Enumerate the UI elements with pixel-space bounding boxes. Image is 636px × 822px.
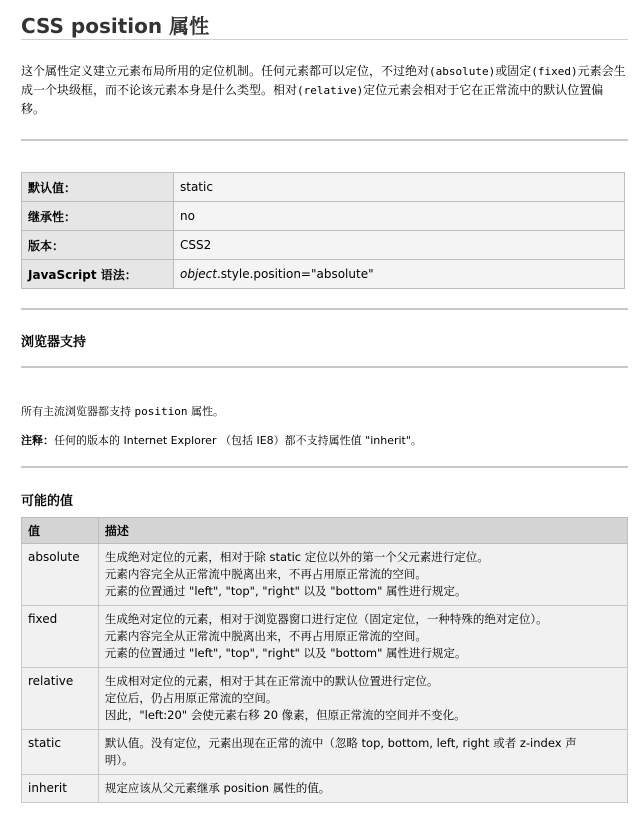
attr-key: JavaScript 语法： <box>22 260 174 289</box>
description-line: 因此，"left:20" 会使元素右移 20 像素，但原正常流的空间并不变化。 <box>104 708 466 722</box>
table-row <box>22 202 625 231</box>
description-line: 定位后，仍占用原正常流的空间。 <box>104 691 278 705</box>
table-row <box>22 668 628 730</box>
page-title: CSS position 属性 <box>21 14 210 38</box>
description-line: 默认值。没有定位，元素出现在正常的流中（忽略 top, bottom, left, right 或者 z-index 声 <box>104 736 577 750</box>
description-line: 生成相对定位的元素，相对于其在正常流中的默认位置进行定位。 <box>104 674 439 688</box>
support-paragraph <box>21 403 224 419</box>
intro-text: 成一个块级框，而不论该元素本身是什么类型。相对 <box>21 83 298 97</box>
value-name: absolute <box>22 544 99 606</box>
attr-key: 版本： <box>22 231 174 260</box>
description-line: 明）。 <box>104 753 134 767</box>
intro-code-relative: (relative) <box>297 84 364 97</box>
value-name: static <box>22 730 99 775</box>
description-line: 元素的位置通过 "left", "top", "right" 以及 "bottom" 属性进行规定。 <box>104 646 467 660</box>
section-divider <box>21 139 628 141</box>
table-row <box>22 606 628 668</box>
intro-text: 元素会生 <box>577 64 626 78</box>
value-name: fixed <box>22 606 99 668</box>
intro-text: 或固定 <box>495 64 532 78</box>
support-text: 属性。 <box>187 405 224 418</box>
attr-key: 继承性： <box>22 202 174 231</box>
note-paragraph <box>21 432 422 448</box>
attr-value: static <box>174 173 625 202</box>
description-line: 元素内容完全从正常流中脱离出来，不再占用原正常流的空间。 <box>104 567 427 581</box>
browser-support-heading: 浏览器支持 <box>21 335 87 350</box>
section-divider <box>21 308 628 310</box>
js-syntax: .style.position="absolute" <box>216 267 374 281</box>
support-code: position <box>134 405 188 418</box>
value-name: inherit <box>22 775 99 803</box>
description-line: 元素内容完全从正常流中脱离出来，不再占用原正常流的空间。 <box>104 629 427 643</box>
description-line: 生成绝对定位的元素，相对于除 static 定位以外的第一个父元素进行定位。 <box>104 550 489 564</box>
values-table <box>21 517 628 803</box>
table-header-row <box>22 518 628 544</box>
attr-value: no <box>174 202 625 231</box>
description-line: 规定应该从父元素继承 position 属性的值。 <box>104 781 331 795</box>
attr-value: CSS2 <box>174 231 625 260</box>
table-row <box>22 775 628 803</box>
intro-code-absolute: (absolute) <box>429 65 496 78</box>
value-description <box>98 544 627 606</box>
attribute-table <box>21 172 625 289</box>
table-row <box>22 260 625 289</box>
support-text: 所有主流浏览器都支持 <box>21 405 135 418</box>
column-header-value: 值 <box>22 518 99 544</box>
table-row <box>22 231 625 260</box>
intro-text: 定位元素会相对于它在正常流中的默认位置偏 <box>363 83 604 97</box>
table-row <box>22 173 625 202</box>
title-divider <box>21 39 628 40</box>
note-text: 任何的版本的 Internet Explorer （包括 IE8）都不支持属性值 "inherit"。 <box>54 434 422 447</box>
possible-values-heading: 可能的值 <box>21 494 74 509</box>
description-line: 生成绝对定位的元素，相对于浏览器窗口进行定位（固定定位，一种特殊的绝对定位）。 <box>104 612 548 626</box>
column-header-description: 描述 <box>98 518 627 544</box>
table-row <box>22 544 628 606</box>
intro-code-fixed: (fixed) <box>531 65 578 78</box>
value-name: relative <box>22 668 99 730</box>
section-divider <box>21 466 628 468</box>
section-divider <box>21 366 628 368</box>
table-row <box>22 730 628 775</box>
value-description <box>98 775 627 803</box>
intro-paragraph <box>21 62 628 119</box>
value-description <box>98 730 627 775</box>
value-description <box>98 668 627 730</box>
value-description <box>98 606 627 668</box>
note-label: 注释： <box>21 434 54 447</box>
attr-value <box>174 260 625 289</box>
attr-key: 默认值： <box>22 173 174 202</box>
intro-text: 移。 <box>21 102 46 116</box>
intro-text: 这个属性定义建立元素布局所用的定位机制。任何元素都可以定位，不过绝对 <box>21 64 430 78</box>
js-object-italic: object <box>180 267 217 281</box>
description-line: 元素的位置通过 "left", "top", "right" 以及 "bottom" 属性进行规定。 <box>104 584 467 598</box>
